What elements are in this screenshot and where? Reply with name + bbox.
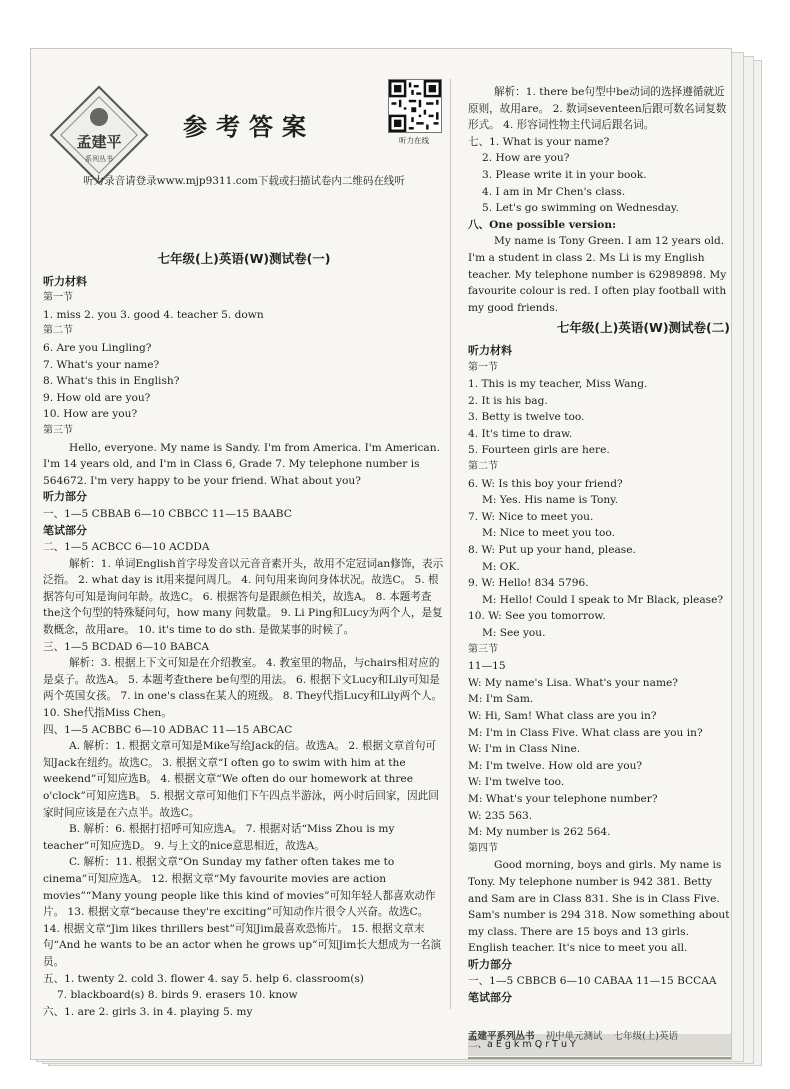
subsection-label: 第四节 [468, 842, 498, 854]
answer-line: 六、1. are 2. girls 3. in 4. playing 5. my [43, 1005, 253, 1018]
dialogue-line: W: Hi, Sam! What class are you in? [468, 709, 657, 722]
audio-notice: 听力录音请登录www.mjp9311.com下载或扫描试卷内二维码在线听 [83, 175, 405, 187]
test-title: 七年级(上)英语(W)测试卷(二) [556, 320, 730, 336]
explanation: 解析：3. 根据上下文可知是在介绍教室。 4. 教室里的物品，与chairs相对应的是桌子。故选A。 5. 本题考查there be句型的用法。 6. 根据下文Lucy和Lily可知是两个英国女孩。 7. in one's class在某人的班级。 8. They代指Lucy和Lily两个人。 10. She代指Miss Chen。 [43, 657, 443, 720]
right-column [468, 84, 730, 1007]
list-item: 3. Please write it in your book. [482, 168, 647, 181]
explanation: 解析：1. 单词English首字母发音以元音音素开头，故用不定冠词an修饰，表示泛指。 2. what day is it用来提问周几。 4. 问句用来询问身体状况。故选C。 5. 根据答句可知是询问年龄。故选C。 6. 根据答句是跟颜色相关，故选A。 8. 本题考查the这个句型的特殊疑问句，how many 问数量。 9. Li Ping和Lucy为两个人，是复数概念，故用are。 10. it's time to do sth. 是做某事的时候了。 [43, 557, 444, 637]
explanation: A. 解析：1. 根据文章可知是Mike写给Jack的信。故选A。 2. 根据文章首句可知Jack在纽约。故选C。 3. 根据文章“I often go to swim with him at the weekend”可知应选B。 4. 根据文章“We often do our homework at three o'clock”可知应选B。 5. 根据文章可知他们下午四点半游泳，两小时后回家，因此回家时间应该是在六点半。故选C。 [43, 740, 439, 819]
explanation: 解析：1. there be句型中be动词的选择遵循就近原则，故用are。 2. 数词seventeen后跟可数名词复数形式。 4. 形容词性物主代词后跟名词。 [468, 86, 727, 132]
dialogue-line: M: My number is 262 564. [468, 826, 611, 839]
list-item: 7. What's your name? [43, 358, 160, 371]
paragraph: My name is Tony Green. I am 12 years old. I'm a student in class 2. Ms Li is my English teacher. My telephone number is 62989898. My favourite colour is red. I often play football with my good friends. [468, 235, 727, 314]
dialogue-line: 6. W: Is this boy your friend? [468, 477, 623, 490]
list-item: 6. Are you Lingling? [43, 341, 152, 354]
emblem-icon [90, 108, 108, 126]
dialogue-line: 9. W: Hello! 834 5796. [468, 577, 589, 590]
dialogue-line: M: Hello! Could I speak to Mr Black, please? [482, 593, 724, 606]
answer-line: 11—15 [468, 660, 506, 673]
list-item: 8. What's this in English? [43, 375, 180, 388]
dialogue-line: W: I'm twelve too. [468, 776, 565, 789]
dialogue-line: M: Nice to meet you too. [482, 527, 615, 540]
answer-line: 五、1. twenty 2. cold 3. flower 4. say 5. help 6. classroom(s) [43, 972, 364, 985]
section-heading: 听力部分 [43, 490, 87, 504]
qr-code-icon [388, 79, 442, 133]
list-item: 5. Fourteen girls are here. [468, 444, 610, 457]
footer-book: 初中单元测试 [545, 1031, 603, 1042]
subsection-label: 第一节 [43, 292, 73, 304]
section-heading: 听力材料 [43, 274, 87, 288]
column-divider [450, 79, 451, 1009]
explanation: C. 解析：11. 根据文章“On Sunday my father often takes me to cinema”可知应选A。 12. 根据文章“My favourite movies are action movies”“Many young people like this kind of movies”可知年轻人都喜欢动作片。 13. 根据文章“because they're exciting”可知动作片很令人兴奋。故选C。 14. 根据文章“Jim likes thrillers best”可知Jim最喜欢恐怖片。 15. 根据文章末句“And he wants to be an actor when he grows up”可知Jim长大想成为一名演员。 [43, 856, 442, 968]
dialogue-line: W: I'm in Class Nine. [468, 743, 581, 756]
answer-line: 四、1—5 ACBBC 6—10 ADBAC 11—15 ABCAC [43, 723, 293, 736]
dialogue-line: 8. W: Put up your hand, please. [468, 544, 636, 557]
list-item: 4. It's time to draw. [468, 427, 573, 440]
list-item: 1. This is my teacher, Miss Wang. [468, 378, 648, 391]
dialogue-line: 10. W: See you tomorrow. [468, 610, 606, 623]
qr-caption: 听力在线 [399, 136, 429, 145]
list-item: 10. How are you? [43, 408, 138, 421]
subsection-label: 第二节 [43, 325, 73, 337]
footer-letters: 二、a E g k m Q r T u Y [468, 1039, 576, 1050]
dialogue-line: M: I'm in Class Five. What class are you in? [468, 726, 703, 739]
subsection-label: 第三节 [468, 643, 498, 655]
section-heading: 听力部分 [468, 957, 512, 971]
explanation: B. 解析：6. 根据打招呼可知应选A。 7. 根据对话“Miss Zhou is my teacher”可知应选D。 9. 与上文的nice意思相近，故选A。 [43, 823, 395, 852]
series-name: 孟建平 [76, 133, 122, 151]
dialogue-line: 7. W: Nice to meet you. [468, 510, 594, 523]
paragraph: Good morning, boys and girls. My name is Tony. My telephone number is 942 381. Betty and Sam are in Class 831. She is in Class Five. Sam's number is 294 318. Now something about my class. There are 15 boys and 13 girls. English teacher. It's nice to meet you all. [468, 859, 730, 955]
answer-line: 7. blackboard(s) 8. birds 9. erasers 10. know [57, 989, 298, 1002]
subsection-label: 第三节 [43, 424, 73, 436]
answer-line: 二、1—5 ACBCC 6—10 ACDDA [43, 541, 210, 554]
dialogue-line: M: See you. [482, 627, 546, 639]
dialogue-line: W: My name's Lisa. What's your name? [468, 676, 678, 689]
answer-line: 八、One possible version: [468, 218, 616, 231]
subsection-label: 第一节 [468, 361, 498, 373]
list-item: 2. How are you? [482, 152, 570, 165]
footer-labels [468, 1026, 730, 1048]
dialogue-line: M: What's your telephone number? [468, 792, 658, 805]
answer-line: 三、1—5 BCDAD 6—10 BABCA [43, 640, 210, 653]
list-item: 七、1. What is your name? [468, 135, 610, 148]
answer-line: 一、1—5 CBBAB 6—10 CBBCC 11—15 BAABC [43, 507, 292, 520]
dialogue-line: M: I'm twelve. How old are you? [468, 759, 643, 772]
section-heading: 听力材料 [468, 343, 512, 357]
answer-line: 一、1—5 CBBCB 6—10 CABAA 11—15 BCCAA [468, 975, 717, 988]
list-item: 9. How old are you? [43, 391, 151, 404]
dialogue-line: M: OK. [482, 560, 520, 573]
paragraph: Hello, everyone. My name is Sandy. I'm from America. I'm American. I'm 14 years old, and I'm in Class 6, Grade 7. My telephone number is 564672. I'm very happy to be your friend. What about you? [43, 441, 440, 487]
footer-series: 孟建平系列丛书 [468, 1031, 535, 1042]
section-heading: 笔试部分 [468, 991, 512, 1005]
footer-rule [468, 1057, 731, 1059]
answer-page [30, 48, 732, 1060]
list-item: 4. I am in Mr Chen's class. [482, 185, 626, 198]
dialogue-line: M: Yes. His name is Tony. [482, 494, 619, 507]
left-column [43, 247, 445, 1020]
footer-grade: 七年级(上)英语 [613, 1031, 679, 1042]
dialogue-line: M: I'm Sam. [468, 693, 534, 706]
test-title: 七年级(上)英语(W)测试卷(一) [157, 251, 331, 266]
subsection-label: 第二节 [468, 461, 498, 473]
list-item: 3. Betty is twelve too. [468, 411, 585, 424]
section-heading: 笔试部分 [43, 523, 87, 537]
dialogue-line: W: 235 563. [468, 809, 533, 822]
page-title: 参考答案 [183, 113, 315, 141]
list-item: 5. Let's go swimming on Wednesday. [482, 202, 679, 215]
series-sub: 系列丛书 [85, 155, 113, 163]
list-item: 2. It is his bag. [468, 394, 548, 407]
answer-line: 1. miss 2. you 3. good 4. teacher 5. down [43, 308, 264, 321]
